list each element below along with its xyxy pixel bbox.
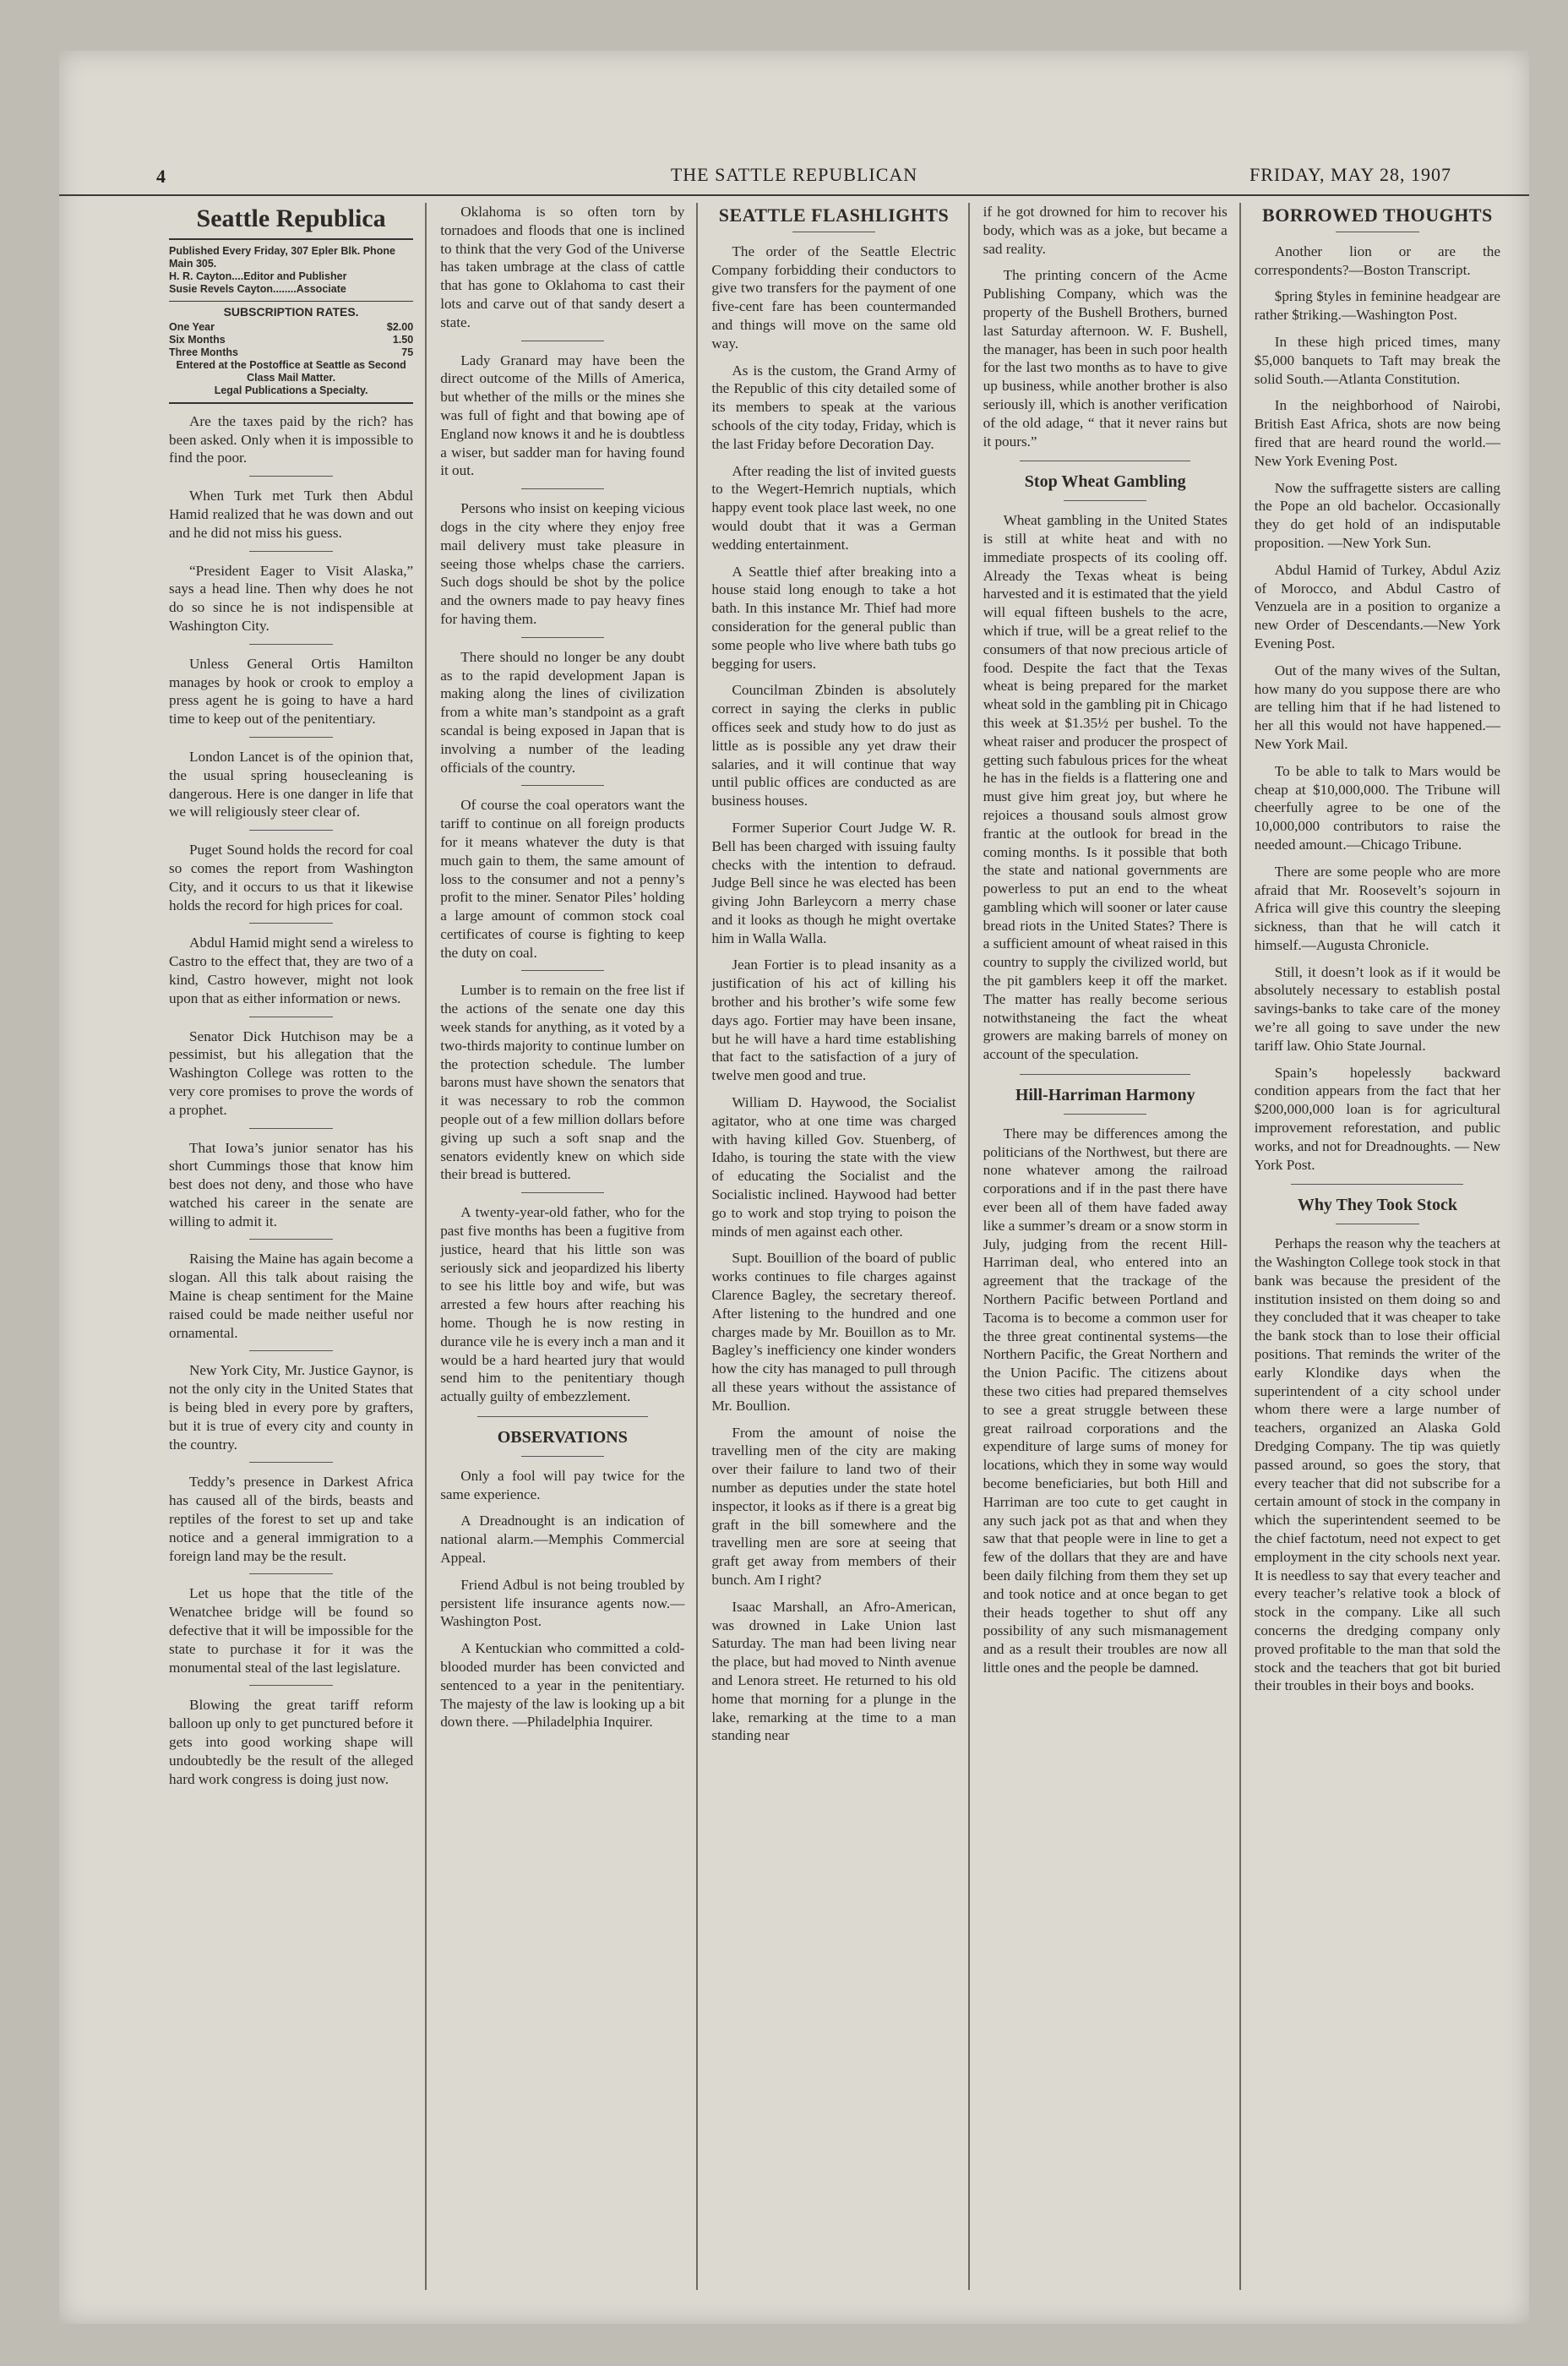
masthead-entered: Entered at the Postoffice at Seattle as Second Class Mail Matter. [176,358,406,384]
page-number: 4 [156,166,166,187]
masthead-editor: H. R. Cayton....Editor and Publisher [169,270,347,282]
paragraph: “President Eager to Visit Alaska,” says a head line. Then why does he not do so since he is not indispensible at Washington City. [169,562,414,634]
paragraph: Blowing the great tariff reform balloon up only to get punctured before it gets into good working shape will undoubtedly be the result of the alleged hard work congress is doing just now. [169,1697,414,1787]
newspaper-page [59,51,1529,2324]
paragraph: A twenty-year-old father, who for the past five months has been a fugitive from justice, heard that his little son was seriously sick and jeopardized his liberty to see his little boy and wife, but was arrested a few hours after reaching his home. Though he is now resting in durance vile he is every inch a man and it would be a hard hearted jury that would send him to the penitentiary though actually guilty of embezzlement. [440,1204,685,1405]
paragraph: A Seattle thief after breaking into a house staid long enough to take a hot bath. In this instance Mr. Thief had more consideration for the general public than some people who live where bath tubs go begging for users. [711,563,956,672]
paragraph: Only a fool will pay twice for the same experience. [440,1467,685,1502]
rate-row [169,321,413,334]
paragraph: There may be differences among the politicians of the Northwest, but there are none whatever among the railroad corporations and if in the past there have ever been all of them have faded away like a summer’s dream or a snow storm in July, judging from the recent Hill-Harriman deal, who entered into an agreement that the trackage of the Northern Pacific between Portland and Tacoma is to become a common user for the three great continental systems—the Northern Pacific, the Great Northern and the Union Pacific. The citizens about these two cities had prepared themselves to see a great struggle between these great railroad corporations and the expenditure of large sums of money for locations, which they in some way would become beneficiaries, but both Hill and Harriman are too cute to get caught in any such jack pot as that and when they saw that that people were in line to get a few of the dollars that they are and have been daily filching from them they set up and took notice and at once began to get their heads together to shut off any possibility of any such mismanagement and as a result their troubles are now all little ones and the people be damned. [983,1125,1228,1676]
rate-term: Three Months [169,346,238,358]
paragraph: New York City, Mr. Justice Gaynor, is not the only city in the United States that is being bled in every pore by grafters, but it is true of every city and county in the country. [169,1362,414,1453]
flashlights-heading: SEATTLE FLASHLIGHTS [718,204,950,226]
paragraph: Abdul Hamid of Turkey, Abdul Aziz of Morocco, and Abdul Castro of Venzuela are in a position to organize a new Order of Descendants.—New York Evening Post. [1254,561,1500,651]
paragraph: Wheat gambling in the United States is still at white heat and with no immediate prospects of its cooling off. Already the Texas wheat is being harvested and it is estimated that the yield will equal fifteen bushels to the acre, which if true, will be a great relief to the consumers of that now precious article of food. Despite the fact that the Texas wheat is being prepared for the market wheat sold in the gambling pit in Chicago this week at $1.35½ per bushel. To the wheat raiser and producer the prospect of getting such fabulous prices for the wheat he has in the fields is a flattering one and must give him great joy, but where he rejoices a thousand souls almost grow frantic at the outlook for bread in the coming months. Is it possible that both the state and national governments are powerless to put an end to the wheat gambling which will sooner or later cause bread riots in the United States? There is a sufficient amount of wheat raised in this country to supply the civilized world, but the pit gamblers keep it off the market. The matter has really become serious notwithstaneing the fact the wheat growers are making barrels of money on account of the speculation. [983,512,1228,1063]
paragraph: In the neighborhood of Nairobi, British East Africa, shots are now being fired that are heard round the world.—New York Evening Post. [1254,397,1500,469]
paragraph: The printing concern of the Acme Publishing Company, which was the property of the Bushell Brothers, burned last Saturday afternoon. W. F. Bushell, the manager, has been in such poor health for the last two months as to have to give up business, while another brother is also seriously ill, which is another verification of the old adage, “ that it never rains but it pours.” [983,267,1228,450]
paragraph: There are some people who are more afraid that Mr. Roosevelt’s sojourn in Africa will give this country the sleeping sickness, than that he will catch it himself.—Augusta Chronicle. [1254,863,1500,953]
paragraph: When Turk met Turk then Abdul Hamid realized that he was down and out and he did not miss his guess. [169,488,414,541]
masthead-legal: Legal Publications a Specialty. [214,384,368,396]
paragraph: Abdul Hamid might send a wireless to Castro to the effect that, they are two of a kind, Castro however, might not look upon that as either information or news. [169,935,414,1006]
paragraph: Another lion or are the correspondents?—Boston Transcript. [1254,243,1500,278]
rate-price: 75 [401,346,414,358]
paragraph: Supt. Bouillion of the board of public works continues to file charges against Clarence Bagley, the secretary thereof. After listening to the hundred and one charges made by Mr. Bouillon as to Mr. Bagley’s inefficiency one kinder wonders how the city has managed to pull through all these years without the assistance of Mr. Boullion. [711,1250,956,1414]
subscription-heading: SUBSCRIPTION RATES. [169,301,413,319]
paragraph: Lady Granard may have been the direct outcome of the Mills of America, but whether of the mills or the mines she was full of fight and that bowing ape of England now knows it and he is doubtless a wiser, but sadder man for having found it out. [440,352,685,479]
paragraph: Puget Sound holds the record for coal so comes the report from Washington City, and it occurs to us that it likewise holds the record for high prices for coal. [169,842,414,913]
paragraph: In these high priced times, many $5,000 banquets to Taft may break the solid South.—Atlanta Constitution. [1254,333,1500,387]
masthead-associate: Susie Revels Cayton........Associate [169,282,346,295]
paragraph: Oklahoma is so often torn by tornadoes and floods that one is inclined to think that the very God of the Universe has taken umbrage at the class of cattle that has gone to Oklahoma to cast their lots and carve out of that sandy desert a state. [440,204,685,330]
paragraph: William D. Haywood, the Socialist agitator, who at one time was charged with having killed Gov. Stuenberg, of Idaho, is touring the state with the view of educating the Socialist and the Socialistic inclined. Haywood had better go to work and stop trying to poison the minds of men against each other. [711,1094,956,1240]
paragraph: That Iowa’s junior senator has his short Cummings those that know him best does not deny, and those who have watched his career in the senate are willing to admit it. [169,1139,414,1229]
paragraph: $pring $tyles in feminine headgear are rather $triking.—Washington Post. [1254,288,1500,324]
paragraph: Out of the many wives of the Sultan, how many do you suppose there are who are telling him that if he had listened to her all this would not have happened.—New York Mail. [1254,662,1500,752]
paragraph: Perhaps the reason why the teachers at the Washington College took stock in that bank was because the president of the institution insisted on them doing so and they concluded that it was cheaper to take the bank stock than to lose their official positions. That reminds the writer of the early Klondike days when the superintendent of a city school under whom there were a large number of teachers, organized an Alaska Gold Dredging Company. The tip was quietly passed around, so goes the story, that every teacher that did not subscribe for a certain amount of stock in the company in which the superintendent seemed to be the chief factotum, need not expect to get employment in the city schools next year. It is needless to say that every teacher and every teacher’s relative took a block of stock in the company. Like all such concerns the dredging company only proved profitable to the man that sold the stock and the teachers that got bit buried their troubles in their boys and books. [1254,1235,1500,1694]
paragraph: Now the suffragette sisters are calling the Pope an old bachelor. Occasionally they do get hold of an indisputable proposition. —New York Sun. [1254,479,1500,551]
rate-term: Six Months [169,333,226,346]
paragraph: After reading the list of invited guests to the Wegert-Hemrich nuptials, which happy event took place last week, no one would doubt that it was a German wedding entertainment. [711,462,956,553]
column-1 [169,203,427,2290]
paper-name: THE SATTLE REPUBLICAN [670,164,918,185]
columns [169,203,1512,2290]
paragraph: From the amount of noise the travelling men of the city are making over their failure to land two of their number as deputies under the state hotel inspector, it looks as if there is a great big graft in the bill somewhere and the travelling men are sore at seeing that graft get away from members of their bunch. Am I right? [711,1424,956,1588]
stock-heading: Why They Took Stock [1297,1196,1457,1215]
paragraph: Of course the coal operators want the tariff to continue on all foreign products for it means whatever the duty is that much gain to them, the same amount of loss to the consumer and not a penny’s profit to the miner. Senator Piles’ holding a large amount of common stock coal certificates of course is fighting to keep the duty on coal. [440,797,685,961]
page-header [59,161,1529,196]
harmony-heading: Hill-Harriman Harmony [1015,1086,1195,1105]
masthead-title: Seattle Republica [196,204,386,232]
column-4 [983,203,1241,2290]
paragraph: There should no longer be any doubt as to the rapid development Japan is making along the lines of civilization from a white man’s standpoint as a graft scandal is being exposed in Japan that is involving a number of the leading officials of the country. [440,648,685,776]
paragraph: Raising the Maine has again become a slogan. All this talk about raising the Maine is cheap sentiment for the Maine raised could be made neither useful nor ornamental. [169,1251,414,1341]
wheat-heading: Stop Wheat Gambling [1024,472,1186,492]
paragraph: Isaac Marshall, an Afro-American, was drowned in Lake Union last Saturday. The man had been living near the place, but had moved to Ninth avenue and Lenora street. He returned to his old home that morning for a plunge in the lake, remarking at the time to a man standing near [711,1598,956,1744]
paragraph: Councilman Zbinden is absolutely correct in saying the clerks in public offices seek and study how to do just as little as is possible any yet draw their salaries, and it will continue that way until public offices are conducted as are business houses. [711,682,956,810]
column-2 [440,203,698,2290]
paragraph: Persons who insist on keeping vicious dogs in the city where they enjoy free mail delivery must take pleasure in seeing those whelps chase the carriers. Such dogs should be shot by the police and the owners made to pay heavy fines for having them. [440,500,685,627]
paragraph: London Lancet is of the opinion that, the usual spring housecleaning is dangerous. Here is one danger in life that we will religiously steer clear of. [169,748,414,820]
paragraph: Senator Dick Hutchison may be a pessimist, but his allegation that the Washington College was rotten to the very core promises to prove the words of a prophet. [169,1028,414,1118]
rate-row [169,346,413,359]
paragraph: if he got drowned for him to recover his body, which was as a joke, but became a sad reality. [983,204,1228,257]
rate-price: $2.00 [386,320,414,333]
rate-term: One Year [169,320,215,333]
paragraph: Lumber is to remain on the free list if the actions of the senate one day this week stands for anything, as it voted by a two-thirds majority to continue lumber on the protection schedule. The lumber barons must have shown the senators that it was necessary to rob the common people out of a few million dollars before giving up such a soft snap and the senators evidently knew on which side their bread is buttered. [440,982,685,1183]
issue-date: FRIDAY, MAY 28, 1907 [1249,164,1451,185]
paragraph: Jean Fortier is to plead insanity as a justification of his act of killing his brother and his brother’s wife some few days ago. Fortier may have been insane, but he will have a hard time establishing that fact to the satisfaction of a jury of twelve men good and true. [711,957,956,1084]
paragraph: To be able to talk to Mars would be cheap at $10,000,000. The Tribune will cheerfully agree to be one of the 10,000,000 contributors to raise the needed amount.—Chicago Tribune. [1254,762,1500,853]
masthead-published: Published Every Friday, 307 Epler Blk. Phone Main 305. [169,244,395,270]
observations-heading: OBSERVATIONS [497,1428,628,1447]
column-5 [1255,203,1512,2290]
borrowed-heading: BORROWED THOUGHTS [1262,204,1493,226]
paragraph: Former Superior Court Judge W. R. Bell has been charged with issuing faulty checks with the intention to defraud. Judge Bell since he was elected has been giving John Barleycorn a merry chase and it looks as though he might overtake him in Walla Walla. [711,819,956,946]
paragraph: Teddy’s presence in Darkest Africa has caused all of the birds, beasts and reptiles of the forest to set up and take notice and a general immigration to a foreign land may be the result. [169,1474,414,1564]
paragraph: A Dreadnought is an indication of national alarm.—Memphis Commercial Appeal. [440,1513,685,1566]
paragraph: As is the custom, the Grand Army of the Republic of this city detailed some of its members to speak at the various schools of the city today, Friday, which is the last Friday before Decoration Day. [711,362,956,452]
paragraph: Are the taxes paid by the rich? has been asked. Only when it is impossible to find the poor. [169,412,414,466]
masthead-box [169,238,413,404]
paragraph: Still, it doesn’t look as if it would be absolutely necessary to establish postal savings-banks to take care of the money we’re all going to save under the new tariff law. Ohio State Journal. [1254,963,1500,1054]
rate-row [169,334,413,346]
column-3 [711,203,969,2290]
paragraph: Friend Adbul is not being troubled by persistent life insurance agents now.—Washington Post. [440,1576,685,1630]
paragraph: Spain’s hopelessly backward condition appears from the fact that her $200,000,000 loan is for agricultural improvement reforestation, and public works, and not for Dreadnoughts. — New York Post. [1254,1064,1500,1173]
paragraph: A Kentuckian who committed a cold-blooded murder has been convicted and sentenced to a year in the penitentiary. The majesty of the law is looking up a bit down there. —Philadelphia Inquirer. [440,1640,685,1731]
paragraph: Let us hope that the title of the Wenatchee bridge will be found so defective that it will be impossible for the state to purchase it for it was the monumental steal of the last legislature. [169,1585,414,1676]
rate-price: 1.50 [392,333,414,346]
paragraph: Unless General Ortis Hamilton manages by hook or crook to employ a press agent he is going to have a hard time to keep out of the penitentiary. [169,655,414,728]
paragraph: The order of the Seattle Electric Company forbidding their conductors to give two transfers for the payment of one five-cent fare has been countermanded and things will move on the same old way. [711,243,956,352]
